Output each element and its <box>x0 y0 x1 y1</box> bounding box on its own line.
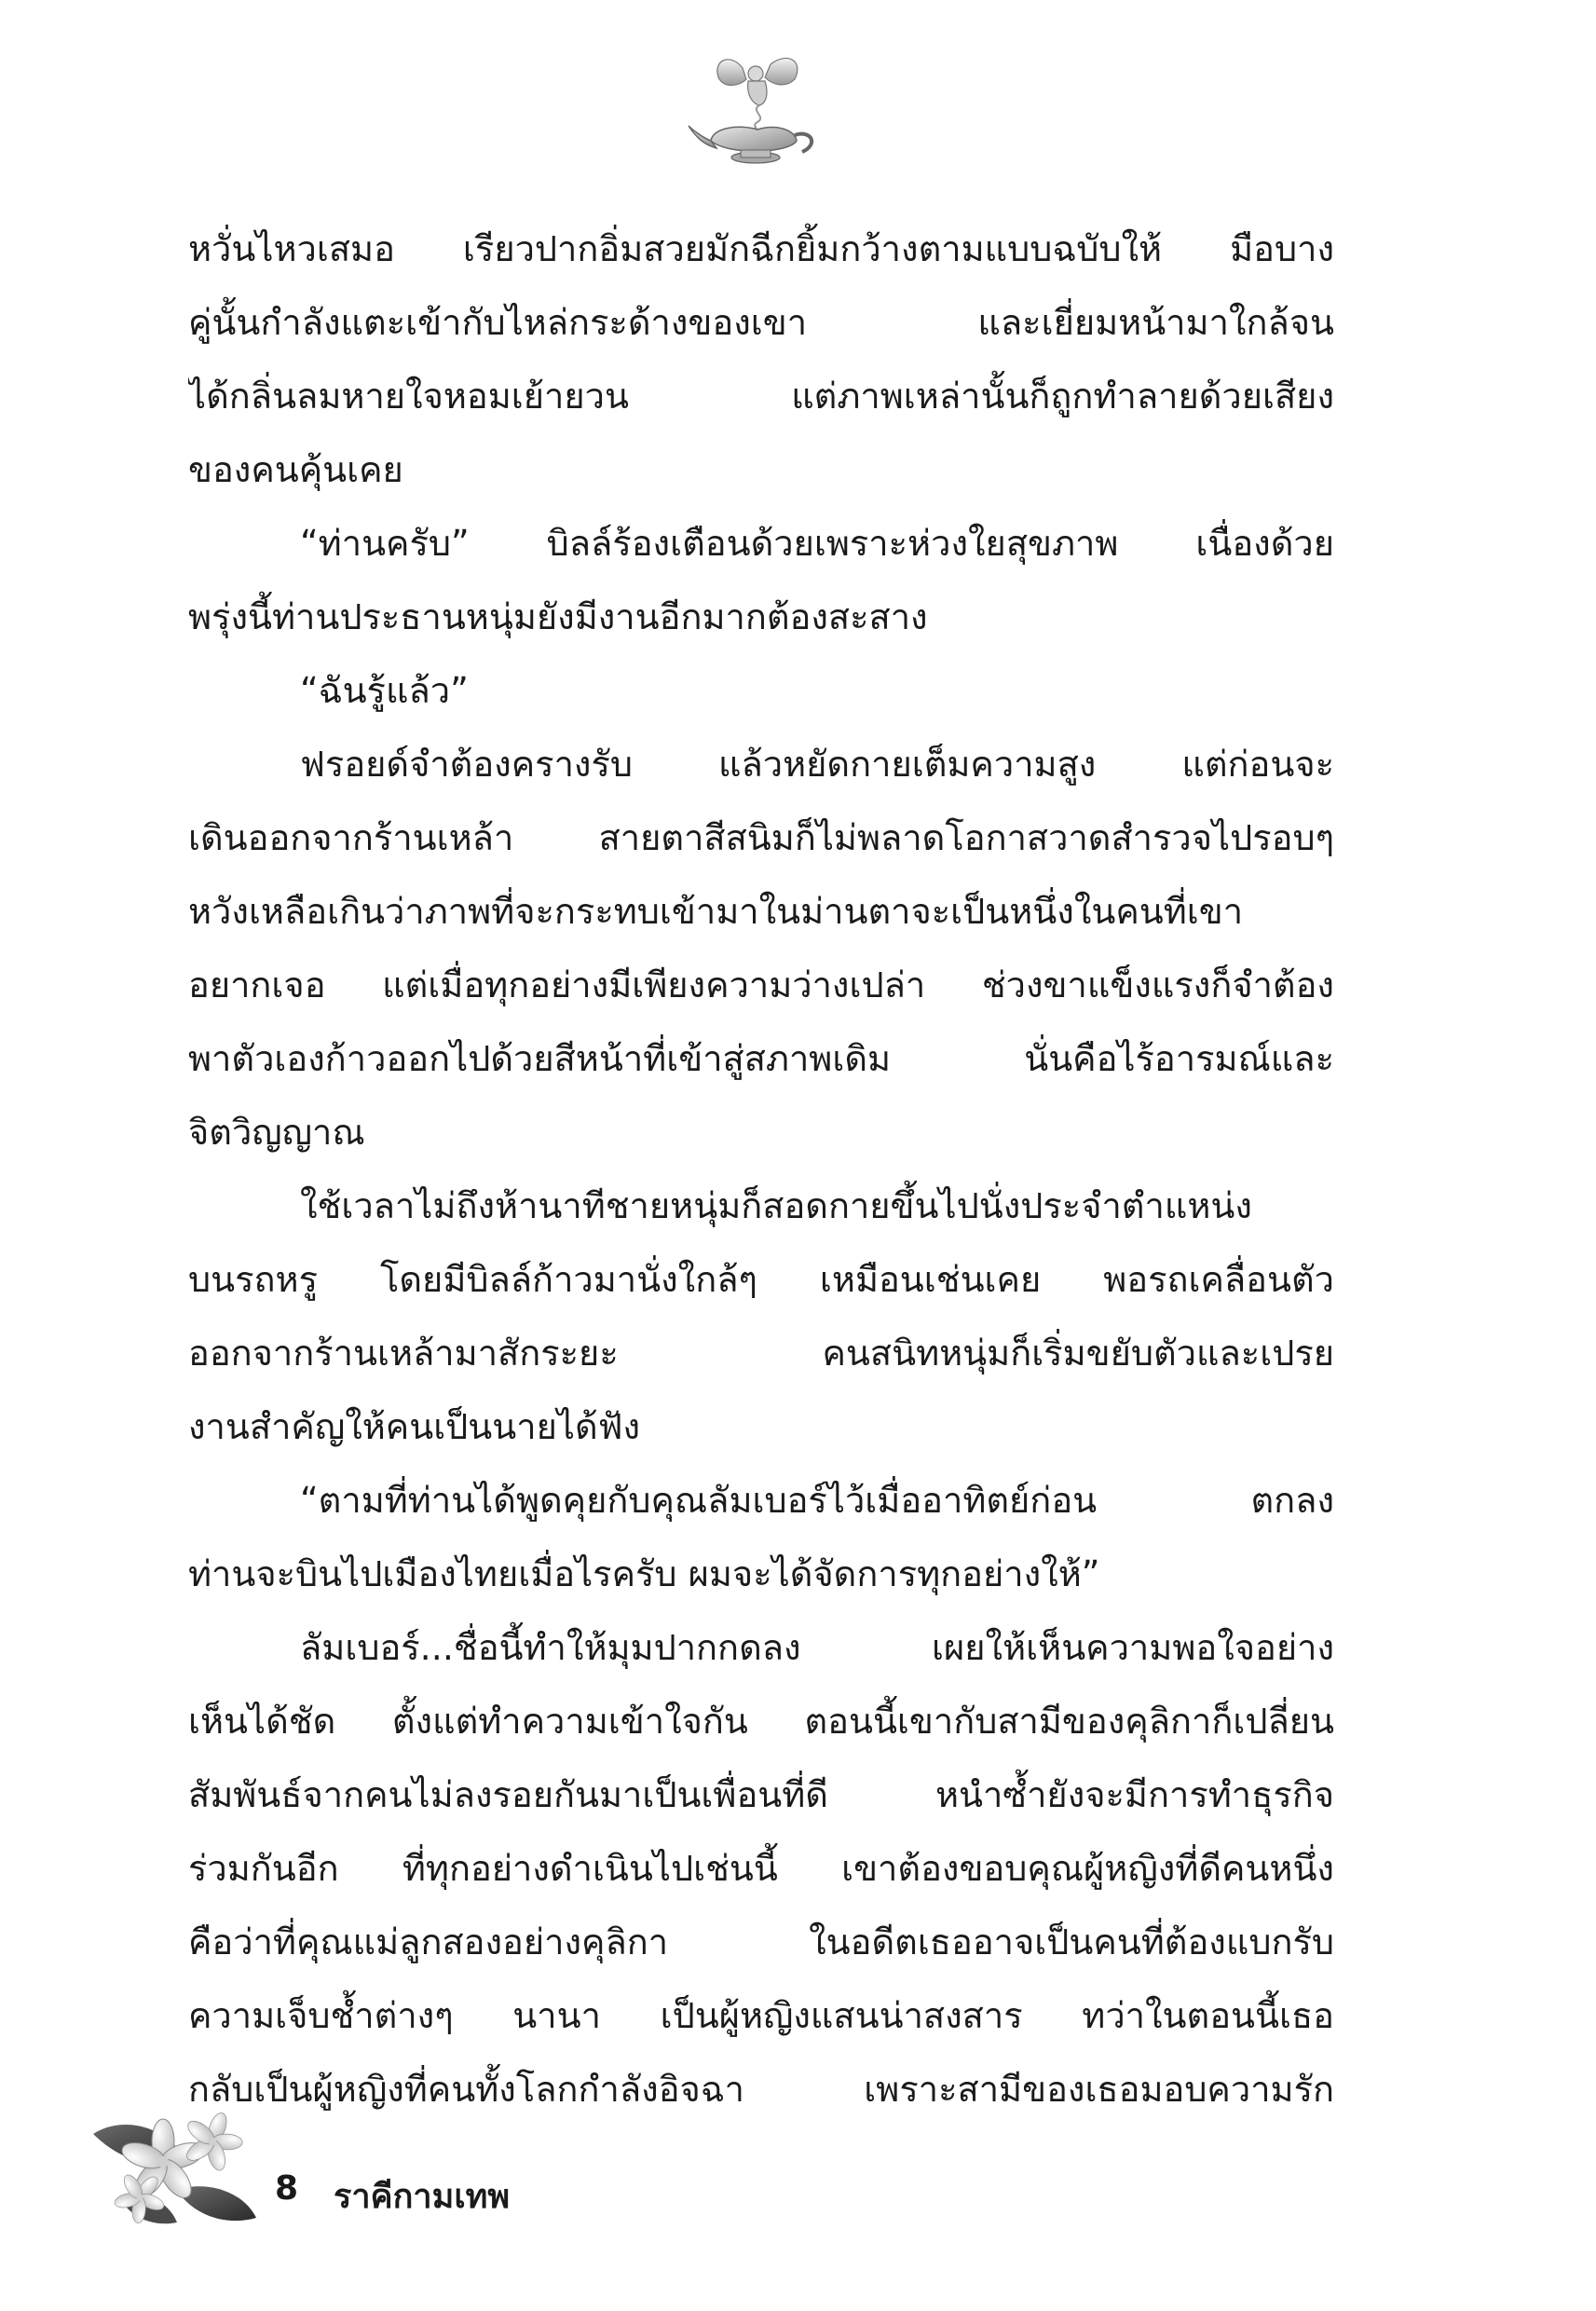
text-line: พรุ่งนี้ท่านประธานหนุ่มยังมีงานอีกมากต้องสะสาง <box>188 596 928 637</box>
text-line: สัมพันธ์จากคนไม่ลงรอยกันมาเป็นเพื่อนที่ดี หนำซ้ำยังจะมีการทำธุรกิจ <box>188 1774 1334 1815</box>
page-footer <box>84 2097 736 2236</box>
book-title: ราคีกามเทพ <box>334 2178 511 2216</box>
text-line: งานสำคัญให้คนเป็นนายได้ฟัง <box>188 1406 641 1447</box>
text-line: “ตามที่ท่านได้พูดคุยกับคุณลัมเบอร์ไว้เมื่ออาทิตย์ก่อน ตกลง <box>300 1480 1334 1521</box>
text-line: ฟรอยด์จำต้องครางรับ แล้วหยัดกายเต็มความสูง แต่ก่อนจะ <box>300 744 1334 785</box>
text-line: หวังเหลือเกินว่าภาพที่จะกระทบเข้ามาในม่านตาจะเป็นหนึ่งในคนที่เขา <box>188 891 1244 932</box>
text-line: อยากเจอ แต่เมื่อทุกอย่างมีเพียงความว่างเปล่า ช่วงขาแข็งแรงก็จำต้อง <box>188 964 1334 1005</box>
text-line: ความเจ็บช้ำต่างๆ นานา เป็นผู้หญิงแสนน่าสงสาร ทว่าในตอนนี้เธอ <box>188 1995 1334 2036</box>
text-line: พาตัวเองก้าวออกไปด้วยสีหน้าที่เข้าสู่สภาพเดิม นั่นคือไร้อารมณ์และ <box>188 1038 1334 1079</box>
text-line: “ฉันรู้แล้ว” <box>300 670 469 711</box>
body-text <box>188 212 1334 2126</box>
text-line: ของคนคุ้นเคย <box>188 449 403 490</box>
text-line: เห็นได้ชัด ตั้งแต่ทำความเข้าใจกัน ตอนนี้เขากับสามีของคุลิกาก็เปลี่ยน <box>188 1701 1334 1742</box>
text-line: จิตวิญญาณ <box>188 1112 365 1153</box>
text-line: เดินออกจากร้านเหล้า สายตาสีสนิมก็ไม่พลาดโอกาสวาดสำรวจไปรอบๆ <box>188 817 1334 858</box>
page-number: 8 <box>275 2169 299 2208</box>
text-line: ร่วมกันอีก ที่ทุกอย่างดำเนินไปเช่นนี้ เขาต้องขอบคุณผู้หญิงที่ดีคนหนึ่ง <box>188 1848 1334 1889</box>
text-line: หวั่นไหวเสมอ เรียวปากอิ่มสวยมักฉีกยิ้มกว้างตามแบบฉบับให้ มือบาง <box>188 228 1334 269</box>
frangipani-flower-icon <box>84 2097 261 2236</box>
text-line: ลัมเบอร์...ชื่อนี้ทำให้มุมปากกดลง เผยให้เห็นความพอใจอย่าง <box>300 1627 1334 1668</box>
text-line: ท่านจะบินไปเมืองไทยเมื่อไรครับ ผมจะได้จัดการทุกอย่างให้” <box>188 1553 1100 1594</box>
text-line: ออกจากร้านเหล้ามาสักระยะ คนสนิทหนุ่มก็เริ่มขยับตัวและเปรย <box>188 1333 1334 1374</box>
text-line: คู่นั้นกำลังแตะเข้ากับไหล่กระด้างของเขา และเยี่ยมหน้ามาใกล้จน <box>188 302 1334 343</box>
cupid-lamp-icon <box>685 51 825 172</box>
text-line: กลับเป็นผู้หญิงที่คนทั้งโลกกำลังอิจฉา เพราะสามีของเธอมอบความรัก <box>188 2069 1334 2110</box>
text-line: บนรถหรู โดยมีบิลล์ก้าวมานั่งใกล้ๆ เหมือนเช่นเคย พอรถเคลื่อนตัว <box>188 1259 1334 1300</box>
text-line: ได้กลิ่นลมหายใจหอมเย้ายวน แต่ภาพเหล่านั้นก็ถูกทำลายด้วยเสียง <box>188 376 1334 417</box>
text-line: คือว่าที่คุณแม่ลูกสองอย่างคุลิกา ในอดีตเธออาจเป็นคนที่ต้องแบกรับ <box>188 1921 1334 1962</box>
text-line: “ท่านครับ” บิลล์ร้องเตือนด้วยเพราะห่วงใยสุขภาพ เนื่องด้วย <box>300 523 1334 564</box>
text-line: ใช้เวลาไม่ถึงห้านาทีชายหนุ่มก็สอดกายขึ้นไปนั่งประจำตำแหน่ง <box>300 1185 1252 1226</box>
